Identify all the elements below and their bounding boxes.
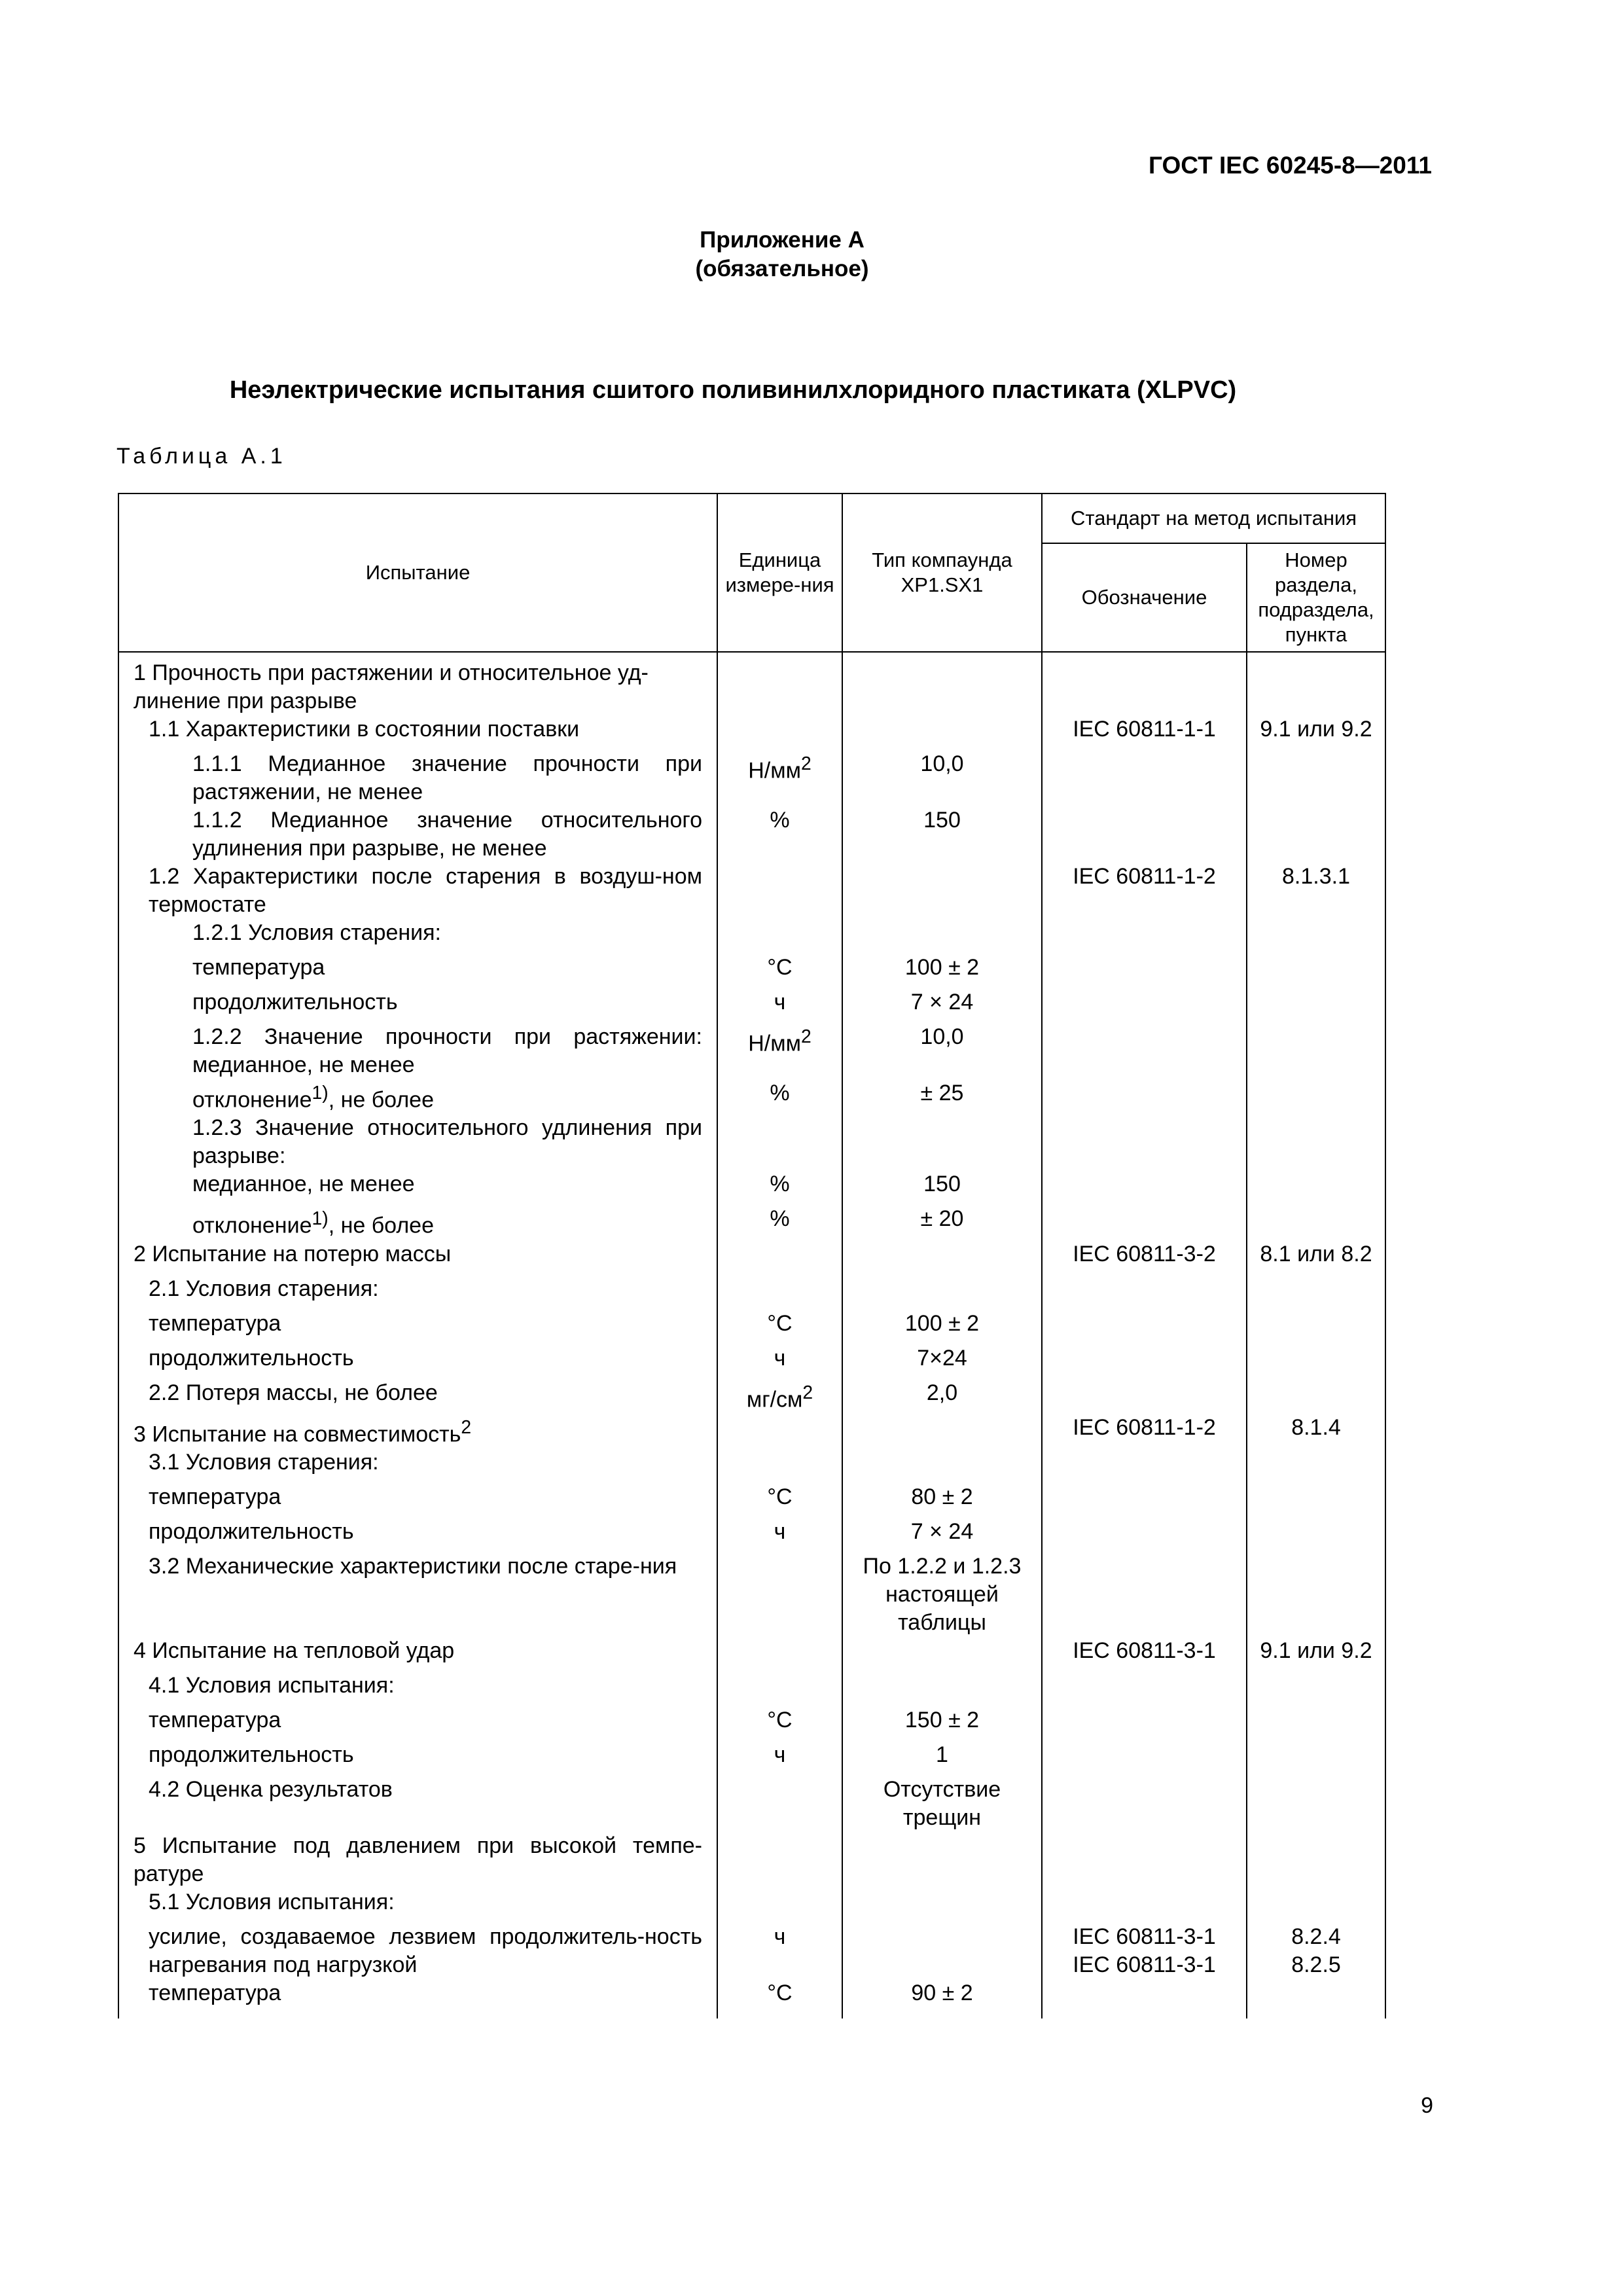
- page-number: 9: [1421, 2093, 1433, 2118]
- test-text: продолжительность: [149, 1519, 354, 1545]
- test-cell: [118, 715, 717, 750]
- value-cell: [842, 652, 1042, 715]
- unit-cell: [717, 954, 842, 988]
- unit-text: °С: [767, 1310, 793, 1336]
- test-text: 3.2 Механические характеристики после старе-ния: [149, 1554, 677, 1579]
- unit-cell: [717, 1518, 842, 1552]
- std-cell: [1042, 1979, 1247, 2018]
- unit-cell: [717, 806, 842, 863]
- std-cell: [1042, 1776, 1247, 1832]
- table-label: Таблица А.1: [116, 444, 287, 469]
- unit-superscript: 2: [802, 1382, 813, 1403]
- test-text: 3 Испытание на совместимость: [134, 1422, 461, 1447]
- std-text: IEC 60811-3-1: [1073, 1924, 1216, 1950]
- test-cell: [118, 1079, 717, 1114]
- clause-cell: [1247, 1888, 1385, 1923]
- clause-text: 8.1.3.1: [1282, 864, 1350, 889]
- value-cell: 100 ± 2: [842, 1310, 1042, 1344]
- test-text: температура: [149, 1708, 281, 1733]
- test-text: 1.1 Характеристики в состоянии поставки: [149, 717, 580, 742]
- test-text: 1.2 Характеристики после старения в воздуш-ном термостате: [149, 864, 702, 917]
- value-cell: 80 ± 2: [842, 1483, 1042, 1518]
- table-row: [118, 1672, 1385, 1706]
- test-text: продолжительность: [149, 1345, 354, 1371]
- clause-cell: [1247, 1741, 1385, 1776]
- std-cell: [1042, 1414, 1247, 1448]
- unit-text: ч: [774, 990, 786, 1014]
- test-cell: [118, 1741, 717, 1776]
- unit-text: °С: [767, 1981, 793, 2006]
- value-cell: [842, 715, 1042, 750]
- test-cell: [118, 1023, 717, 1079]
- clause-cell: [1247, 919, 1385, 954]
- std-cell: [1042, 1923, 1247, 1979]
- unit-cell: [717, 1023, 842, 1079]
- unit-cell: [717, 1379, 842, 1414]
- std-cell: [1042, 1552, 1247, 1637]
- unit-text: ч: [774, 1924, 786, 1950]
- test-text: медианное, не менее: [192, 1172, 415, 1197]
- clause-cell: [1247, 1023, 1385, 1079]
- std-cell: [1042, 1888, 1247, 1923]
- unit-text: %: [770, 1172, 790, 1197]
- table-row: [118, 1979, 1385, 2018]
- test-cell: [118, 652, 717, 715]
- unit-cell: [717, 1448, 842, 1483]
- std-text: IEC 60811-3-1: [1073, 1638, 1216, 1664]
- std-cell: [1042, 1483, 1247, 1518]
- std-cell: [1042, 1832, 1247, 1888]
- table-row: [118, 715, 1385, 750]
- clause-cell: [1247, 988, 1385, 1023]
- test-text: температура: [149, 1981, 281, 2006]
- unit-text: Н/мм: [748, 1031, 801, 1056]
- table-row: [118, 652, 1385, 715]
- test-cell: [118, 1275, 717, 1310]
- table-row: [118, 1888, 1385, 1923]
- table-row: [118, 1552, 1385, 1637]
- header-compound: Тип компаунда XP1.SX1: [842, 493, 1042, 652]
- clause-cell: [1247, 1518, 1385, 1552]
- test-cell: [118, 988, 717, 1023]
- test-cell: [118, 1414, 717, 1448]
- value-cell: 150 ± 2: [842, 1706, 1042, 1741]
- table-row: [118, 806, 1385, 863]
- value-cell: [842, 1888, 1042, 1923]
- value-cell: [842, 1414, 1042, 1448]
- clause-cell: [1247, 750, 1385, 806]
- unit-cell: [717, 1483, 842, 1518]
- value-cell: 7 × 24: [842, 1518, 1042, 1552]
- test-text: отклонение: [192, 1213, 312, 1238]
- header-designation: Обозначение: [1042, 543, 1247, 652]
- test-suffix: , не более: [328, 1087, 435, 1113]
- std-text: IEC 60811-1-1: [1073, 717, 1216, 742]
- clause-cell: [1247, 1706, 1385, 1741]
- value-cell: ± 20: [842, 1205, 1042, 1240]
- test-cell: [118, 1448, 717, 1483]
- table-row: [118, 1741, 1385, 1776]
- table-row: [118, 1275, 1385, 1310]
- unit-cell: [717, 715, 842, 750]
- unit-cell: [717, 1741, 842, 1776]
- test-cell: [118, 1637, 717, 1672]
- clause-text: 8.1 или 8.2: [1260, 1241, 1372, 1266]
- unit-superscript: 2: [800, 753, 812, 774]
- value-cell: ± 25: [842, 1079, 1042, 1114]
- clause-cell: [1247, 1114, 1385, 1170]
- test-cell: [118, 863, 717, 919]
- value-cell: [842, 1832, 1042, 1888]
- unit-cell: [717, 988, 842, 1023]
- test-text: 1.1.1 Медианное значение прочности при растяжении, не менее: [192, 751, 702, 804]
- test-cell: [118, 1888, 717, 1923]
- unit-cell: [717, 1170, 842, 1205]
- table-row: [118, 1079, 1385, 1114]
- header-unit: Единица измере-ния: [717, 493, 842, 652]
- clause-cell: [1247, 1832, 1385, 1888]
- value-cell: Отсутствие трещин: [842, 1776, 1042, 1832]
- clause-cell: [1247, 1672, 1385, 1706]
- table-row: [118, 1414, 1385, 1448]
- table-row: [118, 863, 1385, 919]
- test-cell: [118, 1170, 717, 1205]
- test-cell: [118, 1923, 717, 1979]
- unit-cell: [717, 1923, 842, 1979]
- annex-title: Приложение А: [700, 227, 865, 253]
- test-text: 3.1 Условия старения:: [149, 1450, 379, 1475]
- document-title: Неэлектрические испытания сшитого поливинилхлоридного пластиката (XLPVC): [229, 376, 1237, 404]
- table-row: [118, 1706, 1385, 1741]
- test-cell: [118, 1776, 717, 1832]
- table-row: [118, 919, 1385, 954]
- annex-status: (обязательное): [695, 256, 869, 281]
- test-text: 5.1 Условия испытания:: [149, 1890, 395, 1915]
- unit-cell: [717, 1205, 842, 1240]
- unit-cell: [717, 1637, 842, 1672]
- test-superscript: 1): [312, 1208, 329, 1230]
- clause-cell: [1247, 1448, 1385, 1483]
- table-row: [118, 1310, 1385, 1344]
- table-row: [118, 1344, 1385, 1379]
- std-cell: [1042, 1448, 1247, 1483]
- std-cell: [1042, 1706, 1247, 1741]
- test-suffix: , не более: [328, 1213, 435, 1238]
- unit-text: ч: [774, 1345, 786, 1371]
- std-text: IEC 60811-1-2: [1073, 864, 1216, 889]
- table-row: [118, 1023, 1385, 1079]
- test-text: 1.2.3 Значение относительного удлинения при разрыве:: [192, 1115, 702, 1169]
- value-cell: 1: [842, 1741, 1042, 1776]
- unit-text: ч: [774, 1742, 786, 1768]
- test-cell: [118, 1832, 717, 1888]
- std-cell: [1042, 652, 1247, 715]
- unit-text: %: [770, 1081, 790, 1105]
- value-cell: 90 ± 2: [842, 1979, 1042, 2018]
- test-cell: [118, 919, 717, 954]
- clause-cell: [1247, 1483, 1385, 1518]
- clause-text: 9.1 или 9.2: [1260, 1638, 1372, 1664]
- value-cell: 2,0: [842, 1379, 1042, 1414]
- std-cell: [1042, 715, 1247, 750]
- clause-cell: [1247, 1637, 1385, 1672]
- std-cell: [1042, 954, 1247, 988]
- clause-cell: [1247, 863, 1385, 919]
- value-cell: [842, 1114, 1042, 1170]
- test-text: 2.1 Условия старения:: [149, 1276, 379, 1301]
- std-cell: [1042, 1672, 1247, 1706]
- std-cell: [1042, 1275, 1247, 1310]
- clause-cell: [1247, 954, 1385, 988]
- std-cell: [1042, 806, 1247, 863]
- unit-text: %: [770, 1206, 790, 1232]
- std-cell: [1042, 1170, 1247, 1205]
- unit-cell: [717, 1979, 842, 2018]
- test-superscript: 1): [312, 1083, 329, 1103]
- clause-cell: [1247, 1414, 1385, 1448]
- test-cell: [118, 954, 717, 988]
- unit-cell: [717, 652, 842, 715]
- test-cell: [118, 1672, 717, 1706]
- test-cell: [118, 750, 717, 806]
- unit-cell: [717, 1776, 842, 1832]
- unit-cell: [717, 1672, 842, 1706]
- unit-text: °С: [767, 1708, 793, 1733]
- unit-text: Н/мм: [748, 758, 801, 783]
- clause-cell: [1247, 1310, 1385, 1344]
- test-text: 5 Испытание под давлением при высокой темпе-ратуре: [134, 1833, 702, 1887]
- test-text: 1.2.2 Значение прочности при растяжении: медианное, не менее: [192, 1024, 702, 1077]
- value-cell: 150: [842, 1170, 1042, 1205]
- clause-cell: [1247, 715, 1385, 750]
- std-cell: [1042, 1240, 1247, 1275]
- table-row: [118, 1205, 1385, 1240]
- clause-text: 8.1.4: [1291, 1414, 1341, 1440]
- table-row: [118, 1637, 1385, 1672]
- unit-cell: [717, 1706, 842, 1741]
- table-row: [118, 750, 1385, 806]
- value-cell: 10,0: [842, 750, 1042, 806]
- test-cell: [118, 1310, 717, 1344]
- clause-cell: [1247, 1240, 1385, 1275]
- table-row: [118, 1923, 1385, 1979]
- value-cell: 150: [842, 806, 1042, 863]
- value-cell: [842, 1448, 1042, 1483]
- table-row: [118, 954, 1385, 988]
- test-text: 1 Прочность при растяжении и относительное уд-линение при разрыве: [134, 660, 649, 713]
- unit-cell: [717, 1344, 842, 1379]
- value-cell: [842, 1275, 1042, 1310]
- unit-cell: [717, 1552, 842, 1637]
- std-cell: [1042, 1023, 1247, 1079]
- test-cell: [118, 1979, 717, 2018]
- unit-text: ч: [774, 1519, 786, 1545]
- test-text: 2.2 Потеря массы, не более: [149, 1380, 438, 1405]
- header-method: Стандарт на метод испытания: [1042, 493, 1385, 543]
- test-text: температура: [149, 1310, 281, 1336]
- std-text: IEC 60811-3-2: [1073, 1241, 1216, 1266]
- annex-heading: [0, 226, 1564, 283]
- unit-text: мг/см: [746, 1386, 803, 1412]
- std-cell: [1042, 1205, 1247, 1240]
- clause-cell: [1247, 1205, 1385, 1240]
- standard-designation: ГОСТ IEC 60245-8—2011: [1149, 152, 1432, 179]
- value-cell: [842, 1637, 1042, 1672]
- value-cell: 7 × 24: [842, 988, 1042, 1023]
- table-row: [118, 1240, 1385, 1275]
- clause-text-2: 8.2.5: [1291, 1952, 1341, 1978]
- std-text-2: IEC 60811-3-1: [1073, 1952, 1216, 1978]
- unit-cell: [717, 1114, 842, 1170]
- clause-cell: [1247, 1776, 1385, 1832]
- test-cell: [118, 1552, 717, 1637]
- table-row: [118, 1114, 1385, 1170]
- unit-text: °С: [767, 955, 793, 980]
- table-row: [118, 1483, 1385, 1518]
- header-test: Испытание: [118, 493, 717, 652]
- test-cell: [118, 1706, 717, 1741]
- unit-cell: [717, 1275, 842, 1310]
- table-row: [118, 1170, 1385, 1205]
- unit-cell: [717, 750, 842, 806]
- test-text: 4 Испытание на тепловой удар: [134, 1638, 455, 1664]
- unit-cell: [717, 919, 842, 954]
- std-cell: [1042, 1741, 1247, 1776]
- unit-cell: [717, 1832, 842, 1888]
- value-cell: 10,0: [842, 1023, 1042, 1079]
- clause-cell: [1247, 1979, 1385, 2018]
- value-cell: [842, 919, 1042, 954]
- std-cell: [1042, 1379, 1247, 1414]
- clause-text: 8.2.4: [1291, 1924, 1341, 1950]
- std-cell: [1042, 988, 1247, 1023]
- clause-cell: [1247, 1923, 1385, 1979]
- clause-cell: [1247, 1344, 1385, 1379]
- test-text: продолжительность: [192, 990, 398, 1014]
- unit-cell: [717, 1310, 842, 1344]
- unit-text: %: [770, 808, 790, 833]
- test-cell: [118, 1205, 717, 1240]
- test-cell: [118, 1114, 717, 1170]
- requirements-table: [118, 493, 1386, 2018]
- test-cell: [118, 806, 717, 863]
- unit-cell: [717, 1414, 842, 1448]
- value-cell: [842, 1672, 1042, 1706]
- clause-cell: [1247, 1170, 1385, 1205]
- test-text: 2 Испытание на потерю массы: [134, 1241, 452, 1266]
- table-body: [118, 652, 1385, 2018]
- value-cell: [842, 1923, 1042, 1979]
- test-text: 1.1.2 Медианное значение относительного удлинения при разрыве, не менее: [192, 808, 702, 861]
- table-row: [118, 988, 1385, 1023]
- table-row: [118, 1448, 1385, 1483]
- unit-superscript: 2: [800, 1026, 812, 1047]
- std-cell: [1042, 1344, 1247, 1379]
- test-cell: [118, 1344, 717, 1379]
- std-cell: [1042, 1079, 1247, 1114]
- unit-cell: [717, 1240, 842, 1275]
- table-row: [118, 1776, 1385, 1832]
- clause-cell: [1247, 806, 1385, 863]
- value-cell: [842, 863, 1042, 919]
- unit-text: °С: [767, 1484, 793, 1510]
- clause-cell: [1247, 652, 1385, 715]
- test-cell: [118, 1379, 717, 1414]
- std-cell: [1042, 1114, 1247, 1170]
- std-text: IEC 60811-1-2: [1073, 1414, 1216, 1440]
- test-text: 1.2.1 Условия старения:: [192, 920, 441, 945]
- clause-cell: [1247, 1552, 1385, 1637]
- unit-cell: [717, 863, 842, 919]
- test-cell: [118, 1483, 717, 1518]
- test-text: 4.1 Условия испытания:: [149, 1673, 395, 1698]
- std-cell: [1042, 1518, 1247, 1552]
- clause-text: 9.1 или 9.2: [1260, 717, 1372, 742]
- test-text: 4.2 Оценка результатов: [149, 1777, 393, 1803]
- test-text: отклонение: [192, 1087, 312, 1113]
- test-cell: [118, 1240, 717, 1275]
- table-row: [118, 1379, 1385, 1414]
- test-cell: [118, 1518, 717, 1552]
- test-text: температура: [192, 955, 325, 980]
- std-cell: [1042, 863, 1247, 919]
- clause-cell: [1247, 1275, 1385, 1310]
- value-cell: 100 ± 2: [842, 954, 1042, 988]
- test-text: продолжительность: [149, 1742, 354, 1768]
- clause-cell: [1247, 1079, 1385, 1114]
- table-row: [118, 1832, 1385, 1888]
- value-cell: По 1.2.2 и 1.2.3 настоящей таблицы: [842, 1552, 1042, 1637]
- value-cell: 7×24: [842, 1344, 1042, 1379]
- clause-cell: [1247, 1379, 1385, 1414]
- std-cell: [1042, 1310, 1247, 1344]
- test-superscript: 2: [461, 1416, 472, 1438]
- unit-cell: [717, 1888, 842, 1923]
- header-clause: Номер раздела, подраздела, пункта: [1247, 543, 1385, 652]
- test-text: усилие, создаваемое лезвием продолжитель-ность нагревания под нагрузкой: [149, 1924, 702, 1978]
- std-cell: [1042, 919, 1247, 954]
- unit-cell: [717, 1079, 842, 1114]
- value-cell: [842, 1240, 1042, 1275]
- std-cell: [1042, 1637, 1247, 1672]
- table-row: [118, 1518, 1385, 1552]
- std-cell: [1042, 750, 1247, 806]
- test-text: температура: [149, 1484, 281, 1510]
